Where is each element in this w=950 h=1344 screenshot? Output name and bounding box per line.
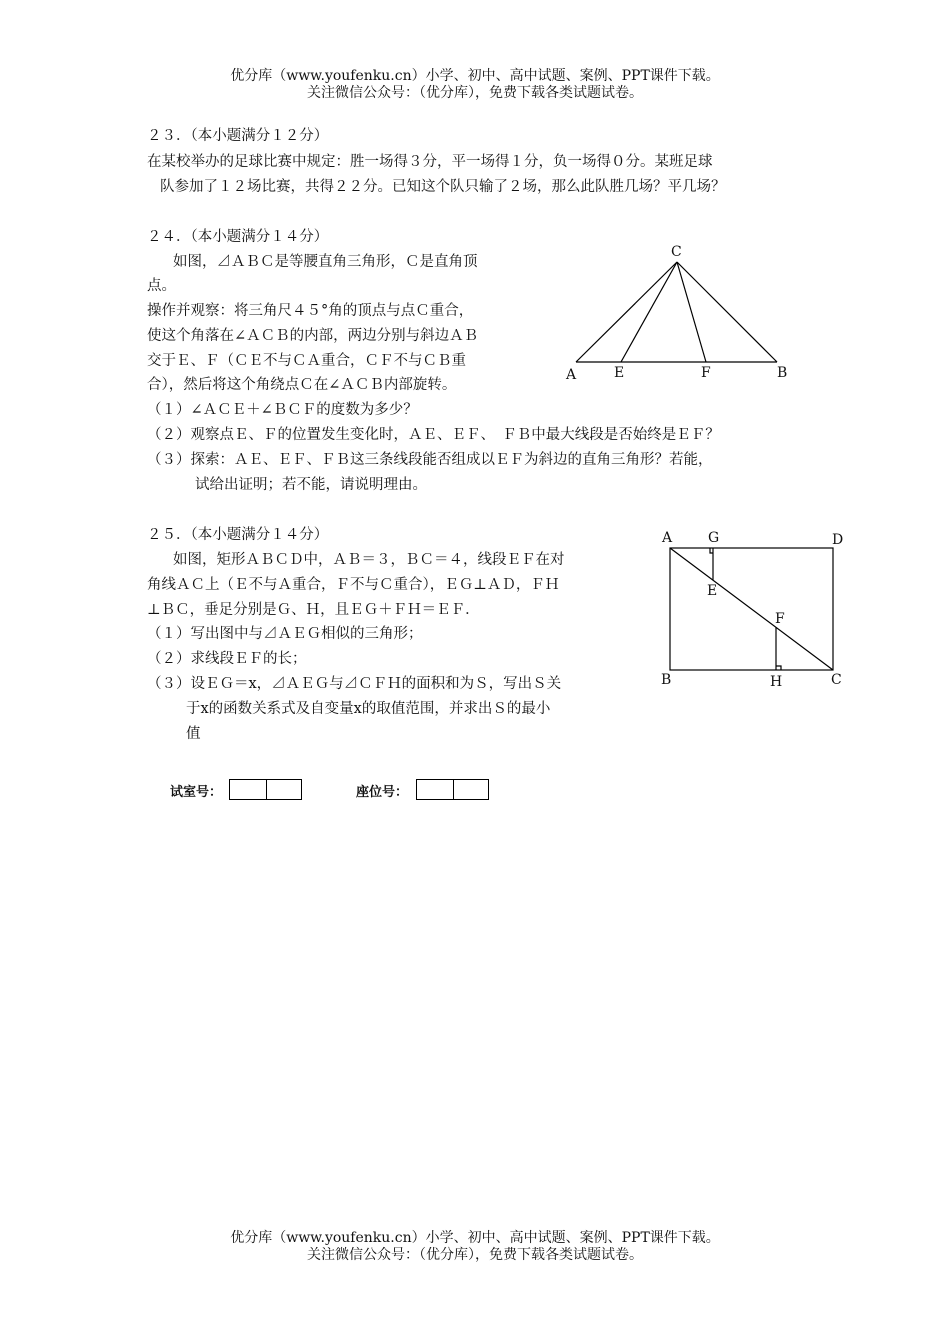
q24-label-a: A bbox=[566, 367, 577, 383]
q25-label-g: G bbox=[708, 530, 720, 546]
seat-number-box[interactable] bbox=[416, 779, 489, 800]
q25-sub-3c: 值 bbox=[186, 726, 201, 742]
q25-line-1: 如图，矩形ＡＢＣＤ中，ＡＢ＝３，ＢＣ＝４，线段ＥＦ在对 bbox=[173, 552, 565, 568]
q25-sub-1: （１）写出图中与⊿ＡＥＧ相似的三角形； bbox=[147, 626, 423, 642]
q24-line-5: 交于Ｅ、Ｆ（ＣＥ不与ＣＡ重合，ＣＦ不与ＣＢ重 bbox=[147, 353, 466, 369]
q25-sub-3b: 于x的函数关系式及自变量x的取值范围，并求出Ｓ的最小 bbox=[186, 701, 551, 717]
q23-title: ２３．（本小题满分１２分） bbox=[147, 128, 329, 144]
segment-ce bbox=[621, 262, 677, 362]
q25-label-c: C bbox=[831, 672, 842, 688]
q24-line-6: 合），然后将这个角绕点Ｃ在∠ＡＣＢ内部旋转。 bbox=[147, 377, 457, 393]
header-line-2: 关注微信公众号：（优分库），免费下载各类试题试卷。 bbox=[307, 85, 643, 101]
q25-label-b: B bbox=[661, 672, 672, 688]
q25-label-f: F bbox=[775, 611, 785, 627]
q24-sub-2: （２）观察点Ｅ、Ｆ的位置发生变化时，ＡＥ、ＥＦ、 ＦＢ中最大线段是否始终是ＥＦ？ bbox=[147, 427, 720, 443]
q24-label-e: E bbox=[614, 365, 625, 381]
q23-line-2: 队参加了１２场比赛，共得２２分。已知这个队只输了２场，那么此队胜几场？平几场？ bbox=[160, 179, 726, 195]
footer-line-1: 优分库（www.youfenku.cn）小学、初中、高中试题、案例、PPT课件下载。 bbox=[230, 1230, 720, 1246]
q24-label-f: F bbox=[701, 365, 711, 381]
q24-sub-3b: 试给出证明；若不能，请说明理由。 bbox=[195, 477, 427, 493]
q25-sub-3a: （３）设ＥＧ＝x，⊿ＡＥＧ与⊿ＣＦＨ的面积和为Ｓ，写出Ｓ关 bbox=[147, 676, 562, 692]
seat-number-label: 座位号： bbox=[356, 785, 409, 800]
q24-line-4: 使这个角落在∠ＡＣＢ的内部，两边分别与斜边ＡＢ bbox=[147, 328, 479, 344]
q25-line-2: 角线ＡＣ上（Ｅ不与Ａ重合，Ｆ不与Ｃ重合），ＥＧ⊥ＡＤ，ＦＨ bbox=[147, 577, 560, 593]
room-number-label: 试室号： bbox=[170, 785, 223, 800]
q25-label-a: A bbox=[662, 530, 673, 546]
q24-title: ２４．（本小题满分１４分） bbox=[147, 229, 329, 245]
q25-rectangle-figure bbox=[660, 540, 850, 690]
q25-label-d: D bbox=[832, 532, 844, 548]
q24-sub-3a: （３）探索：ＡＥ、ＥＦ、ＦＢ这三条线段能否组成以ＥＦ为斜边的直角三角形？若能， bbox=[147, 452, 713, 468]
q24-line-3: 操作并观察：将三角尺４５°角的顶点与点Ｃ重合， bbox=[147, 303, 474, 319]
q24-line-2: 点。 bbox=[147, 278, 176, 294]
q25-title: ２５．（本小题满分１４分） bbox=[147, 527, 329, 543]
q24-label-b: B bbox=[777, 365, 788, 381]
room-number-box[interactable] bbox=[229, 779, 302, 800]
header-line-1: 优分库（www.youfenku.cn）小学、初中、高中试题、案例、PPT课件下载。 bbox=[230, 68, 720, 84]
q24-line-1: 如图，⊿ＡＢＣ是等腰直角三角形，Ｃ是直角顶 bbox=[173, 254, 478, 270]
diagonal-ac bbox=[670, 548, 833, 670]
q24-label-c: C bbox=[671, 244, 682, 260]
q25-label-h: H bbox=[770, 674, 783, 690]
page-header bbox=[0, 68, 950, 102]
q25-sub-2: （２）求线段ＥＦ的长； bbox=[147, 651, 307, 667]
side-ca bbox=[576, 262, 677, 362]
q25-label-e: E bbox=[707, 583, 718, 599]
q24-sub-1: （１）∠ＡＣＥ＋∠ＢＣＦ的度数为多少？ bbox=[147, 402, 418, 418]
footer-line-2: 关注微信公众号：（优分库），免费下载各类试题试卷。 bbox=[307, 1247, 643, 1263]
q25-line-3: ⊥ＢＣ，垂足分别是Ｇ、Ｈ，且ＥＧ＋ＦＨ＝ＥＦ． bbox=[147, 602, 480, 618]
q24-triangle-figure bbox=[560, 240, 800, 390]
q23-line-1: 在某校举办的足球比赛中规定：胜一场得３分，平一场得１分，负一场得０分。某班足球 bbox=[147, 154, 713, 170]
page-footer bbox=[0, 1230, 950, 1264]
